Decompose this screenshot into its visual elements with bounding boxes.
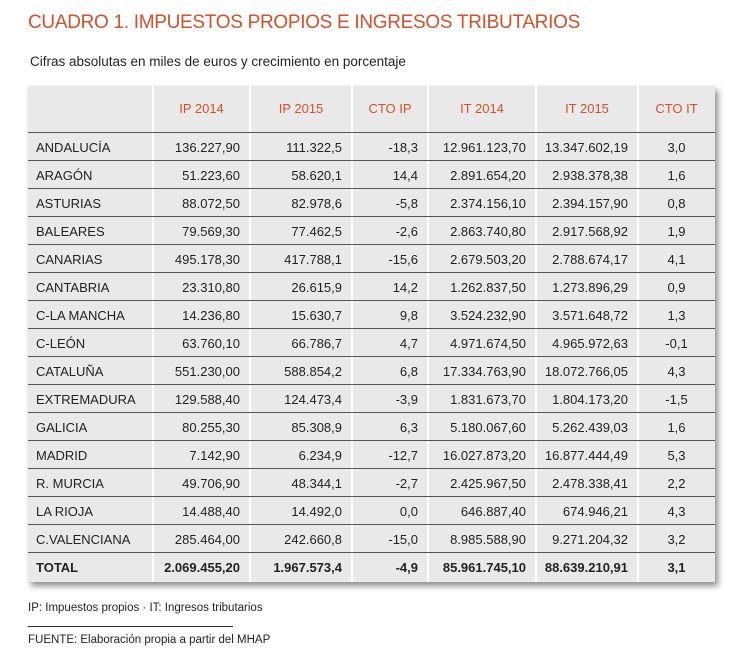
table-cell: -18,3: [388, 139, 418, 155]
table-cell: 8.985.588,90: [450, 531, 526, 547]
table-cell: 14.236,80: [182, 307, 240, 323]
table-cell: -15,0: [388, 531, 418, 547]
table-row: [28, 496, 715, 525]
table-row: [28, 412, 715, 441]
table-cell: 646.887,40: [460, 503, 526, 519]
region-name: ANDALUCÍA: [36, 139, 111, 155]
table-cell: -3,9: [395, 391, 418, 407]
table-cell: 85.961.745,10: [442, 559, 526, 575]
table-cell: 0,9: [667, 279, 686, 295]
table-row: [28, 468, 715, 497]
table-row: [28, 300, 715, 329]
table-cell: -0,1: [665, 335, 688, 351]
table-cell: 9,8: [399, 307, 418, 323]
table-cell: -12,7: [388, 447, 418, 463]
table-cell: 551.230,00: [174, 363, 240, 379]
table-cell: 2.425.967,50: [450, 475, 526, 491]
region-name: C-LA MANCHA: [36, 307, 125, 323]
table-cell: 0,8: [667, 195, 686, 211]
table-row: [28, 188, 715, 217]
table-cell: 14,2: [392, 279, 418, 295]
table-row: [28, 272, 715, 301]
table-cell: 1,6: [667, 419, 686, 435]
table-cell: -2,7: [395, 475, 418, 491]
table-cell: 15.630,7: [291, 307, 342, 323]
table-cell: 674.946,21: [562, 503, 628, 519]
table-cell: 129.588,40: [174, 391, 240, 407]
table-cell: 14,4: [392, 167, 418, 183]
table-cell: -15,6: [388, 251, 418, 267]
table-cell: 80.255,30: [182, 419, 240, 435]
table-row: [28, 328, 715, 357]
table-cell: 495.178,30: [174, 251, 240, 267]
table-cell: 6,3: [399, 419, 418, 435]
table-cell: 1,6: [667, 167, 686, 183]
table-cell: 14.492,0: [291, 503, 342, 519]
table-cell: 1.273.896,29: [552, 279, 628, 295]
table-cell: 26.615,9: [291, 279, 342, 295]
region-name: TOTAL: [36, 559, 79, 575]
table-cell: 111.322,5: [286, 139, 342, 155]
table-cell: 2.917.568,92: [552, 223, 628, 239]
table-cell: 51.223,60: [182, 167, 240, 183]
table-cell: -1,5: [665, 391, 688, 407]
table-cell: 9.271.204,32: [552, 531, 628, 547]
table-cell: 17.334.763,90: [442, 363, 526, 379]
table-cell: 23.310,80: [182, 279, 240, 295]
region-name: BALEARES: [36, 223, 105, 239]
table-cell: 12.961.123,70: [442, 139, 526, 155]
table-row: [28, 244, 715, 273]
table-cell: 3.571.648,72: [552, 307, 628, 323]
table-cell: 4.965.972,63: [552, 335, 628, 351]
table-cell: -2,6: [395, 223, 418, 239]
region-name: CATALUÑA: [36, 363, 104, 379]
table-cell: 3,1: [667, 559, 686, 575]
table-cell: 2.374.156,10: [450, 195, 526, 211]
table-header-row: [28, 86, 715, 130]
region-name: EXTREMADURA: [36, 391, 136, 407]
table-cell: 16.877.444,49: [544, 447, 628, 463]
table-cell: 66.786,7: [291, 335, 342, 351]
table-cell: 2.394.157,90: [552, 195, 628, 211]
region-name: ARAGÓN: [36, 167, 93, 183]
table-cell: 136.227,90: [174, 139, 240, 155]
table-cell: 5,3: [667, 447, 686, 463]
region-name: ASTURIAS: [36, 195, 102, 211]
table-cell: 3,0: [667, 139, 686, 155]
table-cell: 588.854,2: [284, 363, 342, 379]
table-cell: 1,9: [667, 223, 686, 239]
table-cell: 2.863.740,80: [450, 223, 526, 239]
table-cell: 13.347.602,19: [544, 139, 628, 155]
column-header: IT 2015: [565, 100, 609, 116]
table-cell: 79.569,30: [182, 223, 240, 239]
table-cell: 4,7: [399, 335, 418, 351]
table-row: [28, 524, 715, 553]
table-cell: 3,2: [667, 531, 686, 547]
table-cell: 2.938.378,38: [552, 167, 628, 183]
table-cell: 1.967.573,4: [273, 559, 342, 575]
table-cell: 6,8: [399, 363, 418, 379]
table-cell: 2.679.503,20: [450, 251, 526, 267]
table-cell: 1.262.837,50: [450, 279, 526, 295]
data-table: [28, 86, 715, 582]
table-cell: 1.804.173,20: [552, 391, 628, 407]
divider: [28, 626, 233, 627]
table-cell: -5,8: [395, 195, 418, 211]
table-cell: 4,3: [667, 363, 686, 379]
total-row: [28, 552, 715, 581]
table-cell: 77.462,5: [291, 223, 342, 239]
table-cell: 88.639.210,91: [544, 559, 628, 575]
table-cell: 63.760,10: [182, 335, 240, 351]
table-row: [28, 132, 715, 161]
region-name: C-LEÓN: [36, 335, 86, 351]
table-cell: 6.234,9: [298, 447, 342, 463]
table-cell: 2.069.455,20: [164, 559, 240, 575]
source-note: FUENTE: Elaboración propia a partir del MHAP: [28, 634, 271, 646]
region-name: R. MURCIA: [36, 475, 104, 491]
table-cell: 242.660,8: [284, 531, 342, 547]
table-row: [28, 216, 715, 245]
column-header: CTO IT: [655, 100, 698, 116]
table-cell: 4,3: [667, 503, 686, 519]
table-cell: 4,1: [667, 251, 686, 267]
table-cell: 2.478.338,41: [552, 475, 628, 491]
table-cell: -4,9: [395, 559, 418, 575]
table-cell: 58.620,1: [291, 167, 342, 183]
table-cell: 48.344,1: [291, 475, 342, 491]
region-name: MADRID: [36, 447, 88, 463]
table-cell: 85.308,9: [291, 419, 342, 435]
table-cell: 0,0: [399, 503, 418, 519]
table-cell: 3.524.232,90: [450, 307, 526, 323]
table-cell: 49.706,90: [182, 475, 240, 491]
column-header: CTO IP: [368, 100, 412, 116]
table-row: [28, 160, 715, 189]
table-cell: 1.831.673,70: [450, 391, 526, 407]
table-cell: 1,3: [667, 307, 686, 323]
region-name: LA RIOJA: [36, 503, 94, 519]
table-cell: 16.027.873,20: [442, 447, 526, 463]
footnote: IP: Impuestos propios · IT: Ingresos tributarios: [28, 602, 263, 614]
region-name: GALICIA: [36, 419, 88, 435]
region-name: CANARIAS: [36, 251, 103, 267]
table-row: [28, 384, 715, 413]
table-cell: 14.488,40: [182, 503, 240, 519]
table-cell: 2,2: [667, 475, 686, 491]
region-name: CANTABRIA: [36, 279, 110, 295]
table-cell: 4.971.674,50: [450, 335, 526, 351]
table-row: [28, 440, 715, 469]
table-row: [28, 356, 715, 385]
table-cell: 5.180.067,60: [450, 419, 526, 435]
table-cell: 82.978,6: [291, 195, 342, 211]
table-subtitle: Cifras absolutas en miles de euros y crecimiento en porcentaje: [30, 54, 406, 69]
table-cell: 7.142,90: [189, 447, 240, 463]
table-title: CUADRO 1. IMPUESTOS PROPIOS E INGRESOS TRIBUTARIOS: [28, 12, 580, 33]
table-cell: 417.788,1: [284, 251, 342, 267]
column-header: IP 2014: [179, 100, 224, 116]
column-header: IP 2015: [278, 100, 324, 116]
table-cell: 124.473,4: [284, 391, 342, 407]
table-cell: 88.072,50: [182, 195, 240, 211]
column-header: IT 2014: [460, 100, 504, 116]
table-cell: 285.464,00: [174, 531, 240, 547]
table-cell: 2.788.674,17: [552, 251, 628, 267]
table-cell: 2.891.654,20: [450, 167, 526, 183]
region-name: C.VALENCIANA: [36, 531, 131, 547]
table-cell: 18.072.766,05: [544, 363, 628, 379]
table-cell: 5.262.439,03: [552, 419, 628, 435]
